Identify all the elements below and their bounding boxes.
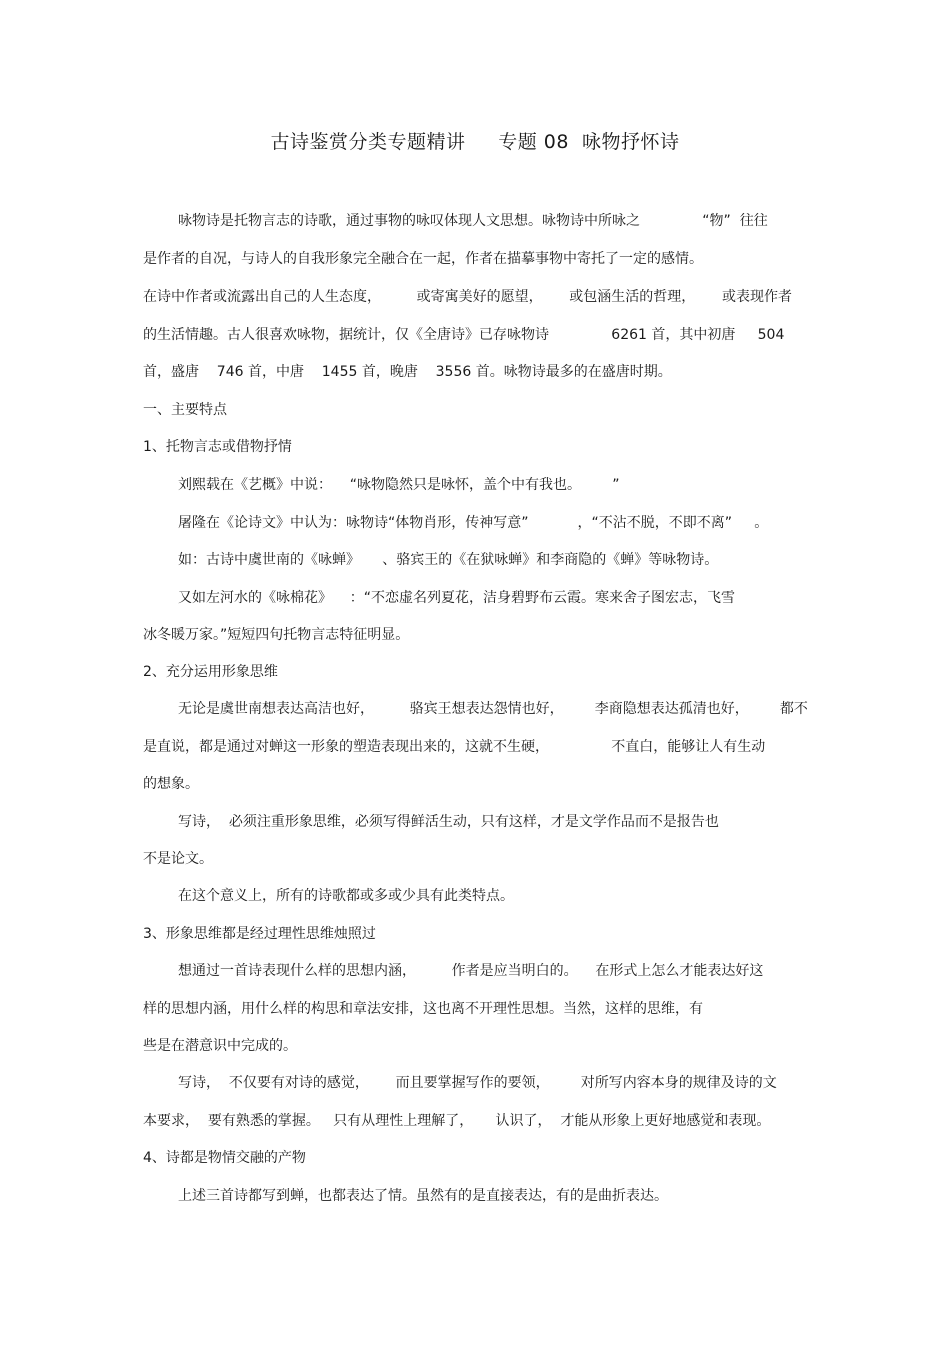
paragraph-line: 刘熙载在《艺概》中说： “咏物隐然只是咏怀，盖个中有我也。 ”: [178, 477, 620, 493]
paragraph-line: 是直说，都是通过对蝉这一形象的塑造表现出来的，这就不生硬， 不直白，能够让人有生动: [143, 739, 766, 755]
subsection-heading: 2、充分运用形象思维: [143, 664, 278, 680]
paragraph-line: 在诗中作者或流露出自己的人生态度， 或寄寓美好的愿望， 或包涵生活的哲理， 或表现作者: [143, 289, 793, 305]
paragraph-line: 的想象。: [143, 776, 199, 792]
paragraph-line: 是作者的自况，与诗人的自我形象完全融合在一起，作者在描摹事物中寄托了一定的感情。: [143, 251, 703, 267]
paragraph-line: 本要求， 要有熟悉的掌握。 只有从理性上理解了， 认识了， 才能从形象上更好地感觉和表现。: [143, 1113, 771, 1129]
paragraph-line: 又如左河水的《咏棉花》 ：“不恋虚名列夏花，洁身碧野布云霞。寒来舍子图宏志，飞雪: [178, 590, 736, 606]
paragraph-line: 写诗， 不仅要有对诗的感觉， 而且要掌握写作的要领， 对所写内容本身的规律及诗的文: [178, 1075, 777, 1091]
paragraph-line: 无论是虞世南想表达高洁也好， 骆宾王想表达怨情也好， 李商隐想表达孤清也好， 都不: [178, 701, 808, 717]
paragraph-line: 如：古诗中虞世南的《咏蝉》 、骆宾王的《在狱咏蝉》和李商隐的《蝉》等咏物诗。: [178, 552, 719, 568]
subsection-heading: 4、诗都是物情交融的产物: [143, 1150, 306, 1166]
subsection-heading: 1、托物言志或借物抒情: [143, 439, 292, 455]
paragraph-line: 样的思想内涵，用什么样的构思和章法安排，这也离不开理性思想。当然，这样的思维，有: [143, 1001, 703, 1017]
paragraph-line: 想通过一首诗表现什么样的思想内涵， 作者是应当明白的。 在形式上怎么才能表达好这: [178, 963, 764, 979]
paragraph-line: 首，盛唐 746 首，中唐 1455 首，晚唐 3556 首。咏物诗最多的在盛唐时期。: [143, 364, 672, 380]
paragraph-line: 上述三首诗都写到蝉，也都表达了情。虽然有的是直接表达，有的是曲折表达。: [178, 1188, 668, 1204]
paragraph-line: 咏物诗是托物言志的诗歌，通过事物的咏叹体现人文思想。咏物诗中所咏之 “物” 往往: [178, 213, 768, 229]
paragraph-line: 冰冬暖万家。”短短四句托物言志特征明显。: [143, 627, 410, 643]
subsection-heading: 3、形象思维都是经过理性思维烛照过: [143, 926, 376, 942]
paragraph-line: 写诗， 必须注重形象思维，必须写得鲜活生动，只有这样，才是文学作品而不是报告也: [178, 814, 719, 830]
paragraph-line: 不是论文。: [143, 851, 213, 867]
section-heading: 一、主要特点: [143, 402, 227, 418]
paragraph-line: 的生活情趣。古人很喜欢咏物，据统计，仅《全唐诗》已存咏物诗 6261 首，其中初唐 504: [143, 327, 785, 343]
paragraph-line: 屠隆在《论诗文》中认为：咏物诗“体物肖形，传神写意” ，“不沾不脱，不即不离” 。: [178, 515, 769, 531]
paragraph-line: 些是在潜意识中完成的。: [143, 1038, 297, 1054]
paragraph-line: 在这个意义上，所有的诗歌都或多或少具有此类特点。: [178, 888, 514, 904]
document-title: 古诗鉴赏分类专题精讲 专题 08 咏物抒怀诗: [270, 131, 680, 153]
